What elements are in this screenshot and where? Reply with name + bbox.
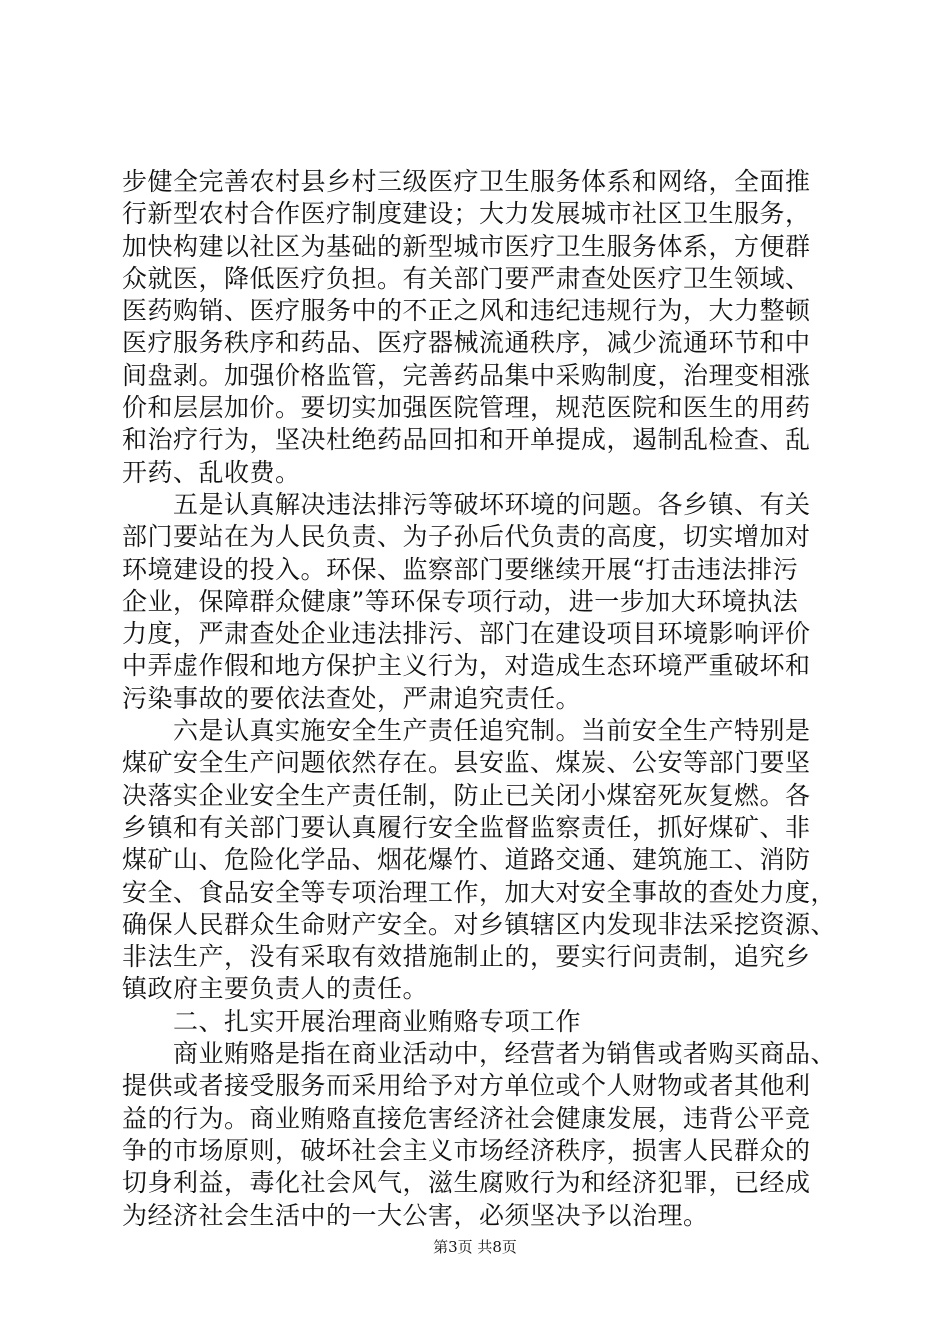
text-line: 商业贿赂是指在商业活动中，经营者为销售或者购买商品、 xyxy=(122,1039,837,1069)
text-line: 中弄虚作假和地方保护主义行为，对造成生态环境严重破坏和 xyxy=(122,651,811,681)
text-line: 六是认真实施安全生产责任追究制。当前安全生产特别是 xyxy=(122,716,811,746)
text-line: 加快构建以社区为基础的新型城市医疗卫生服务体系，方便群 xyxy=(122,231,811,261)
text-line: 镇政府主要负责人的责任。 xyxy=(122,974,429,1004)
page-footer: 第3页 共8页 xyxy=(433,1238,517,1256)
text-line: 非法生产，没有采取有效措施制止的，要实行问责制，追究乡 xyxy=(122,942,811,972)
text-line: 价和层层加价。要切实加强医院管理，规范医院和医生的用药 xyxy=(122,393,811,423)
text-line: 决落实企业安全生产责任制，防止已关闭小煤窑死灰复燃。各 xyxy=(122,780,811,810)
text-line: 行新型农村合作医疗制度建设；大力发展城市社区卫生服务， xyxy=(122,199,811,229)
text-line: 争的市场原则，破坏社会主义市场经济秩序，损害人民群众的 xyxy=(122,1135,811,1165)
text-line: 二、扎实开展治理商业贿赂专项工作 xyxy=(122,1006,582,1036)
text-line: 医疗服务秩序和药品、医疗器械流通秩序，减少流通环节和中 xyxy=(122,328,811,358)
text-line: 力度，严肃查处企业违法排污、部门在建设项目环境影响评价 xyxy=(122,619,811,649)
document-body xyxy=(122,166,837,1232)
text-line: 提供或者接受服务而采用给予对方单位或个人财物或者其他利 xyxy=(122,1071,811,1101)
text-line: 益的行为。商业贿赂直接危害经济社会健康发展，违背公平竞 xyxy=(122,1103,811,1133)
text-line: 煤矿安全生产问题依然存在。县安监、煤炭、公安等部门要坚 xyxy=(122,748,811,778)
text-line: 煤矿山、危险化学品、烟花爆竹、道路交通、建筑施工、消防 xyxy=(122,845,811,875)
text-line: 为经济社会生活中的一大公害，必须坚决予以治理。 xyxy=(122,1200,709,1230)
text-line: 五是认真解决违法排污等破坏环境的问题。各乡镇、有关 xyxy=(122,489,811,519)
text-line: 安全、食品安全等专项治理工作，加大对安全事故的查处力度， xyxy=(122,877,837,907)
text-line: 乡镇和有关部门要认真履行安全监督监察责任，抓好煤矿、非 xyxy=(122,812,811,842)
text-line: 污染事故的要依法查处，严肃追究责任。 xyxy=(122,683,582,713)
text-line: 企业，保障群众健康”等环保专项行动，进一步加大环境执法 xyxy=(122,586,799,616)
text-line: 和治疗行为，坚决杜绝药品回扣和开单提成，遏制乱检查、乱 xyxy=(122,425,811,455)
text-line: 众就医，降低医疗负担。有关部门要严肃查处医疗卫生领域、 xyxy=(122,263,811,293)
text-line: 医药购销、医疗服务中的不正之风和违纪违规行为，大力整顿 xyxy=(122,296,811,326)
text-line: 确保人民群众生命财产安全。对乡镇辖区内发现非法采挖资源、 xyxy=(122,909,837,939)
text-line: 间盘剥。加强价格监管，完善药品集中采购制度，治理变相涨 xyxy=(122,360,811,390)
text-line: 步健全完善农村县乡村三级医疗卫生服务体系和网络，全面推 xyxy=(122,167,811,196)
text-line: 开药、乱收费。 xyxy=(122,457,301,487)
text-line: 部门要站在为人民负责、为子孙后代负责的高度，切实增加对 xyxy=(122,522,811,552)
text-line: 切身利益，毒化社会风气，滋生腐败行为和经济犯罪，已经成 xyxy=(122,1168,811,1198)
text-line: 环境建设的投入。环保、监察部门要继续开展“打击违法排污 xyxy=(122,554,799,584)
